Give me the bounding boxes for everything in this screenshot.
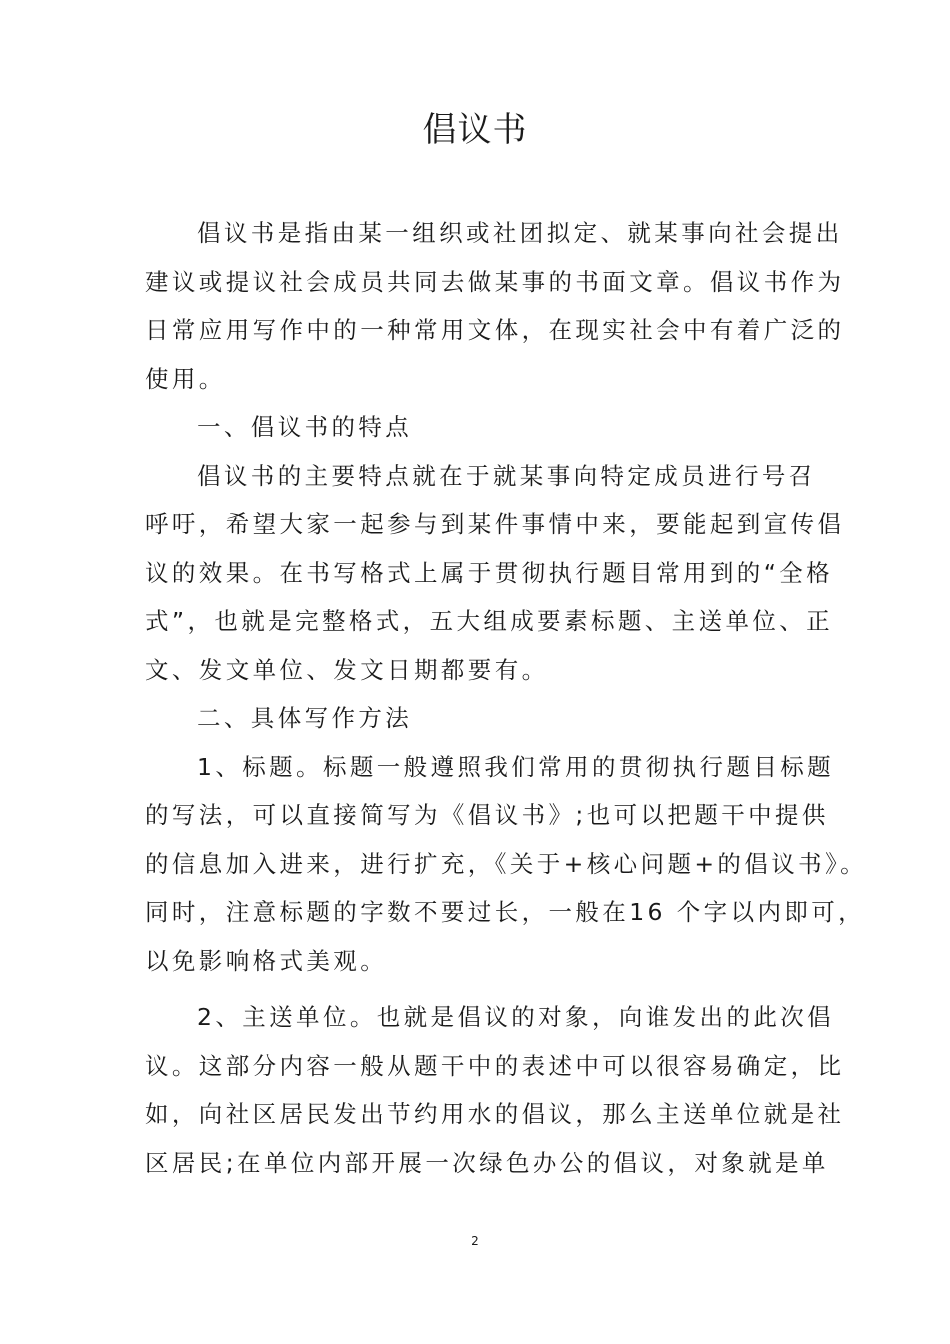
body-line: 呼吁，希望大家一起参与到某件事情中来，要能起到宣传倡: [145, 510, 845, 538]
body-line: 议的效果。在书写格式上属于贯彻执行题目常用到的“全格: [145, 558, 834, 587]
document-body: [145, 209, 868, 1187]
body-line: 倡议书的主要特点就在于就某事向特定成员进行号召: [197, 461, 816, 490]
body-line: 区居民;在单位内部开展一次绿色办公的倡议，对象就是单: [145, 1148, 829, 1177]
section-heading-methods: 二、具体写作方法: [197, 704, 413, 732]
body-line: 日常应用写作中的一种常用文体，在现实社会中有着广泛的: [145, 316, 845, 344]
body-line: 的写法，可以直接简写为《倡议书》;也可以把题干中提供: [145, 801, 829, 829]
body-line: 的信息加入进来，进行扩充，《关于+核心问题+的倡议书》。: [145, 849, 868, 878]
body-line: 如，向社区居民发出节约用水的倡议，那么主送单位就是社: [145, 1100, 845, 1128]
body-line: 式”，也就是完整格式，五大组成要素标题、主送单位、正: [145, 607, 834, 635]
section-heading-features: 一、倡议书的特点: [197, 413, 413, 441]
page-number: 2: [471, 1234, 479, 1248]
body-line: 议。这部分内容一般从题干中的表述中可以很容易确定，比: [145, 1051, 845, 1080]
body-line: 倡议书是指由某一组织或社团拟定、就某事向社会提出: [197, 219, 843, 247]
document-title: 倡议书: [422, 110, 528, 150]
body-line: 同时，注意标题的字数不要过长，一般在16 个字以内即可，: [145, 898, 866, 926]
body-line: 1、标题。标题一般遵照我们常用的贯彻执行题目标题: [197, 752, 835, 781]
body-line: 文、发文单位、发文日期都要有。: [145, 655, 549, 684]
body-line: 建议或提议社会成员共同去做某事的书面文章。倡议书作为: [145, 267, 845, 296]
body-line: 以免影响格式美观。: [145, 946, 388, 975]
body-line: 2、主送单位。也就是倡议的对象，向谁发出的此次倡: [197, 1003, 835, 1031]
body-line: 使用。: [145, 364, 226, 393]
paragraph-gap: [145, 985, 809, 993]
